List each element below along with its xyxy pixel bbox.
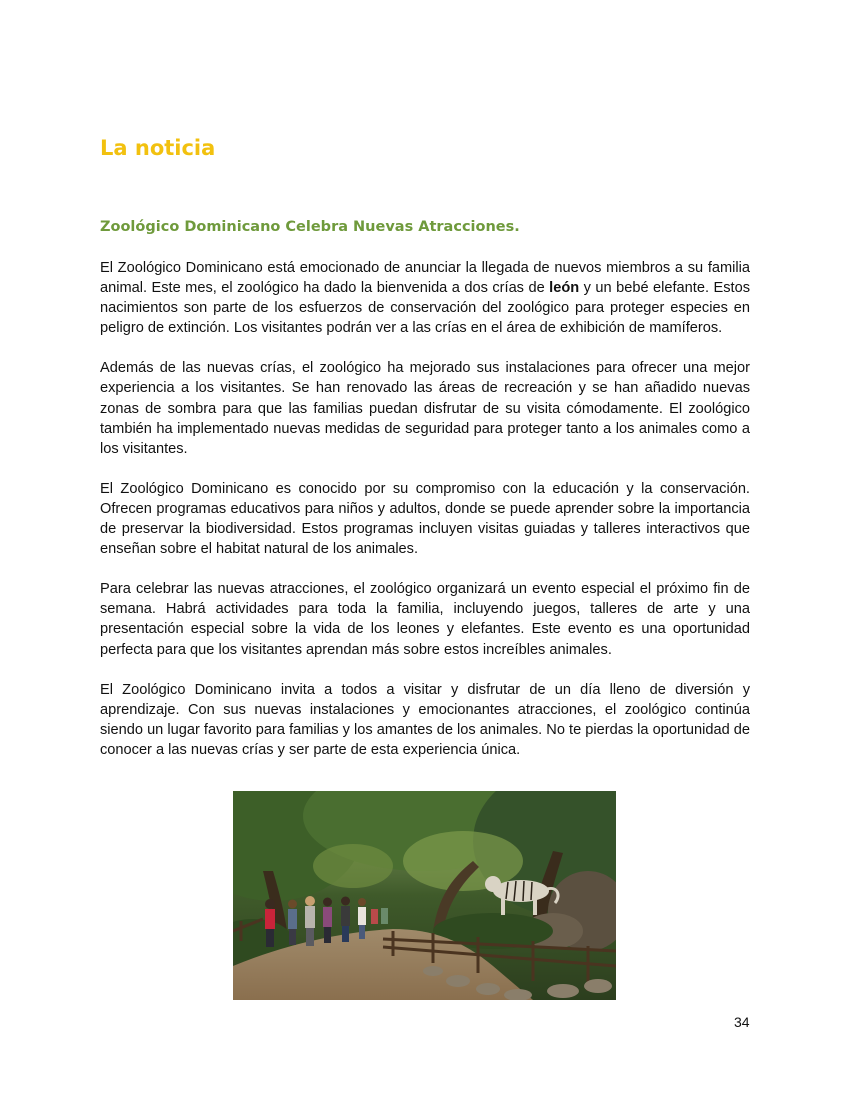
paragraph-5: El Zoológico Dominicano invita a todos a visitar y disfrutar de un día lleno de diversión y aprendizaje. Con sus nuevas instalaciones y emocionantes atracciones, el zoológico continúa siendo un lugar favorito para familias y los amantes de los animales. No te pierdas la oportunidad de conocer a las nuevas crías y ser parte de esta experiencia única. xyxy=(100,681,750,758)
article-body xyxy=(100,258,750,780)
paragraph-1-end: y un bebé elefante. Estos nacimientos son parte de los esfuerzos de conservación del zoológico para proteger especies en peligro de extinción. Los visitantes podrán ver a las crías en el área de exhibición de mamíferos. xyxy=(100,280,750,337)
paragraph-1-start: El Zoológico Dominicano está emocionado de anunciar la llegada de nuevos miembros a su familia animal. Este mes, el zoológico ha dado la bienvenida a dos crías de xyxy=(100,260,750,297)
section-title: La noticia xyxy=(100,136,216,160)
paragraph-2: Además de las nuevas crías, el zoológico ha mejorado sus instalaciones para ofrecer una mejor experiencia a los visitantes. Se han renovado las áreas de recreación y se han añadido nuevas zonas de sombra para que las familias puedan disfrutar de su visita cómodamente. El zoológico también ha implementado nuevas medidas de seguridad para proteger tanto a los animales como a los visitantes. xyxy=(100,360,750,457)
bold-word-leon: león xyxy=(549,280,580,297)
page-number: 34 xyxy=(734,1014,750,1030)
paragraph-4: Para celebrar las nuevas atracciones, el zoológico organizará un evento especial el próximo fin de semana. Habrá actividades para toda la familia, incluyendo juegos, talleres de arte y una presentación especial sobre la vida de los leones y elefantes. Este evento es una oportunidad perfecta para que los visitantes aprendan más sobre estos increíbles animales. xyxy=(100,581,750,658)
canopy-light-2 xyxy=(313,844,393,888)
paragraph-1 xyxy=(100,258,750,338)
article-title: Zoológico Dominicano Celebra Nuevas Atracciones. xyxy=(100,219,520,235)
paragraph-3: El Zoológico Dominicano es conocido por su compromiso con la educación y la conservación. Ofrecen programas educativos para niños y adultos, donde se puede aprender sobre la importancia de preservar la biodiversidad. Estos programas incluyen visitas guiadas y talleres interactivos que enseñan sobre el habitat natural de los animales. xyxy=(100,480,750,558)
zoo-photo xyxy=(233,791,616,1000)
